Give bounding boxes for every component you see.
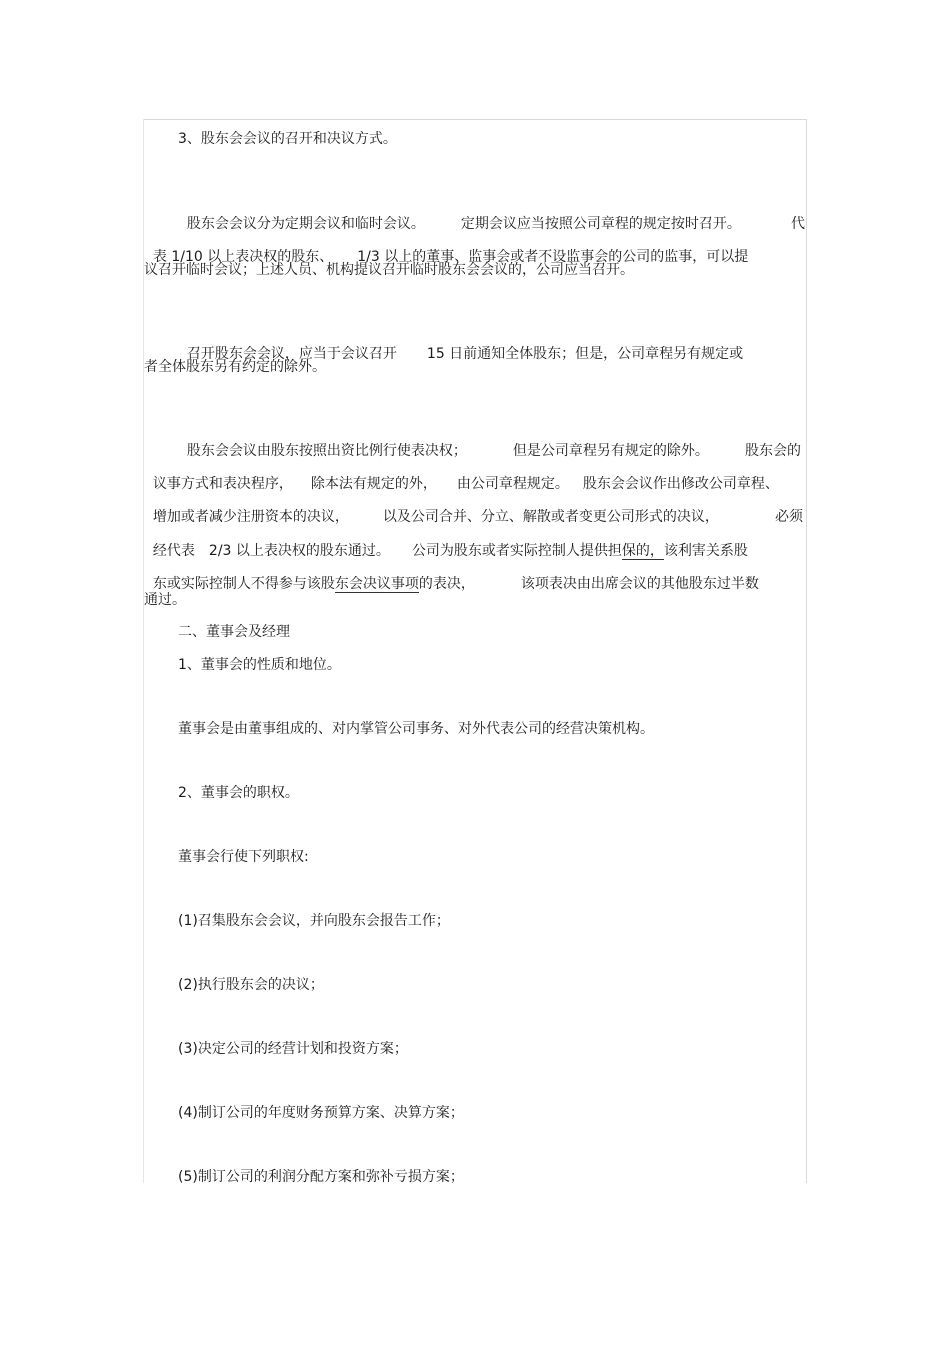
paragraph-line: 表 1/10 以上表决权的股东、 1/3 以上的董事、监事会或者不设监事会的公司的监事，可以提 <box>152 249 749 265</box>
paragraph-line: 东或实际控制人不得参与该股东会决议事项的表决， 该项表决由出席会议的其他股东过半数 <box>152 576 759 592</box>
paragraph-line: 经代表 2/3 以上表决权的股东通过。 公司为股东或者实际控制人提供担保的，该利害关系股 <box>152 543 748 559</box>
paragraph-line: 者全体股东另有约定的除外。 <box>144 359 326 375</box>
section-title: 二、董事会及经理 <box>178 624 290 640</box>
paragraph-line: 召开股东会会议，应当于会议召开 15 日前通知全体股东；但是，公司章程另有规定或 <box>186 346 744 362</box>
section-heading: 1、董事会的性质和地位。 <box>178 657 341 673</box>
paragraph-line: 议召开临时会议；上述人员、机构提议召开临时股东会会议的，公司应当召开。 <box>144 262 634 278</box>
section-heading: 3、股东会会议的召开和决议方式。 <box>178 131 397 147</box>
paragraph-line: 股东会会议由股东按照出资比例行使表决权； 但是公司章程另有规定的除外。 股东会的 <box>186 443 801 459</box>
paragraph-line: 董事会是由董事组成的、对内掌管公司事务、对外代表公司的经营决策机构。 <box>178 721 654 737</box>
paragraph-line: 股东会会议分为定期会议和临时会议。 定期会议应当按照公司章程的规定按时召开。 代 <box>186 216 805 232</box>
paragraph-line: 增加或者减少注册资本的决议， 以及公司合并、分立、解散或者变更公司形式的决议， 必须 <box>152 509 803 525</box>
page-frame-top <box>143 119 807 120</box>
underlined-text: 保的， <box>621 543 664 559</box>
list-item: (3)决定公司的经营计划和投资方案； <box>178 1041 408 1057</box>
paragraph-line: 董事会行使下列职权: <box>178 849 309 865</box>
list-item: (2)执行股东会的决议； <box>178 977 324 993</box>
paragraph-line: 议事方式和表决程序， 除本法有规定的外， 由公司章程规定。 股东会会议作出修改公司章程、 <box>152 476 779 492</box>
paragraph-line: 通过。 <box>144 592 186 608</box>
page-frame-right <box>806 119 807 1183</box>
list-item: (1)召集股东会会议，并向股东会报告工作； <box>178 913 450 929</box>
underlined-text: 东会决议事项 <box>334 576 419 592</box>
section-heading: 2、董事会的职权。 <box>178 785 299 801</box>
list-item: (4)制订公司的年度财务预算方案、决算方案； <box>178 1105 464 1121</box>
list-item: (5)制订公司的利润分配方案和弥补亏损方案； <box>178 1169 464 1185</box>
